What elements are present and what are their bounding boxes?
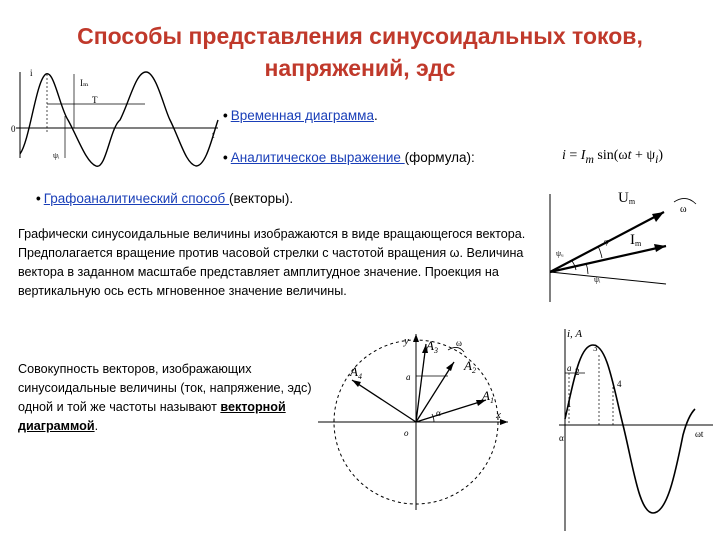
a1-label: $A_1$: [482, 388, 494, 405]
omega-circle-label: ω: [456, 338, 462, 348]
t-axis-label: t: [212, 130, 215, 140]
wave-alpha-label: α: [559, 433, 564, 443]
paragraph-vector-diagram: Совокупность векторов, изображающих синусоидальные величины (ток, напряжение, эдс) одной и той же частоты называют векторной диаграммой.: [18, 362, 312, 433]
paragraph-vectors: Графически синусоидальные величины изображаются в виде вращающегося вектора. Предполагается вращение против часовой стрелки с частотой вращения ω. Величина вектора в заданном масштабе представляет амплитудное значение. Проекция на вертикальную ось есть мгновенное значение величины.: [18, 227, 526, 298]
point-2-label: 2: [575, 367, 580, 377]
origin-label: o: [404, 428, 409, 438]
title-line-2: напряжений, эдс: [264, 55, 456, 81]
wave-graph: [555, 325, 715, 535]
wave-a-label: a: [567, 363, 572, 373]
a4-label: $A_4$: [350, 364, 362, 381]
y-axis-label: y: [404, 335, 409, 347]
phasor-diagram: [546, 184, 706, 304]
grapho-link[interactable]: Графоаналитический способ: [43, 191, 230, 206]
um-label: Um: [618, 190, 636, 206]
time-diagram-link[interactable]: Временная диаграмма: [230, 108, 374, 123]
bullet-time-diagram: • Временная диаграмма.: [223, 108, 378, 123]
time-diagram: [8, 66, 218, 166]
a3-label: $A_3$: [426, 338, 438, 355]
point-4-label: 4: [617, 379, 622, 389]
phi-label: φ: [604, 237, 609, 246]
wave-axis-label: i, A: [567, 328, 583, 340]
i-axis-label: i: [30, 68, 33, 78]
im-label: Iₘ: [80, 78, 89, 88]
x-axis-label: x: [496, 409, 501, 421]
analytic-link[interactable]: Аналитическое выражение: [230, 150, 405, 165]
psi-label: ψᵢ: [53, 151, 60, 160]
circle-diagram: [330, 330, 550, 530]
zero-label: 0: [11, 124, 16, 134]
vector-diagram-term: векторной диаграммой: [18, 400, 286, 433]
a-label: a: [406, 372, 411, 382]
psi-u-label: ψᵤ: [556, 249, 564, 258]
bullet-grapho: • Графоаналитический способ (векторы).: [36, 191, 294, 206]
period-label: T: [92, 95, 98, 105]
title-line-1: Способы представления синусоидальных токов,: [77, 23, 643, 49]
im-phasor-label: Im: [630, 232, 642, 248]
psi-i-label: ψᵢ: [594, 275, 601, 284]
point-1-label: 1: [567, 399, 572, 409]
a2-label: $A_2$: [464, 358, 476, 375]
omega-label: ω: [680, 204, 687, 215]
formula: $i = I_m$ $\sin(\omega t + \psi_i)$: [562, 148, 664, 166]
alpha-label: α: [436, 408, 441, 418]
wt-label: ωt: [695, 429, 704, 439]
bullet-analytic: • Аналитическое выражение (формула):: [223, 150, 475, 165]
point-3-label: 3: [593, 343, 598, 353]
